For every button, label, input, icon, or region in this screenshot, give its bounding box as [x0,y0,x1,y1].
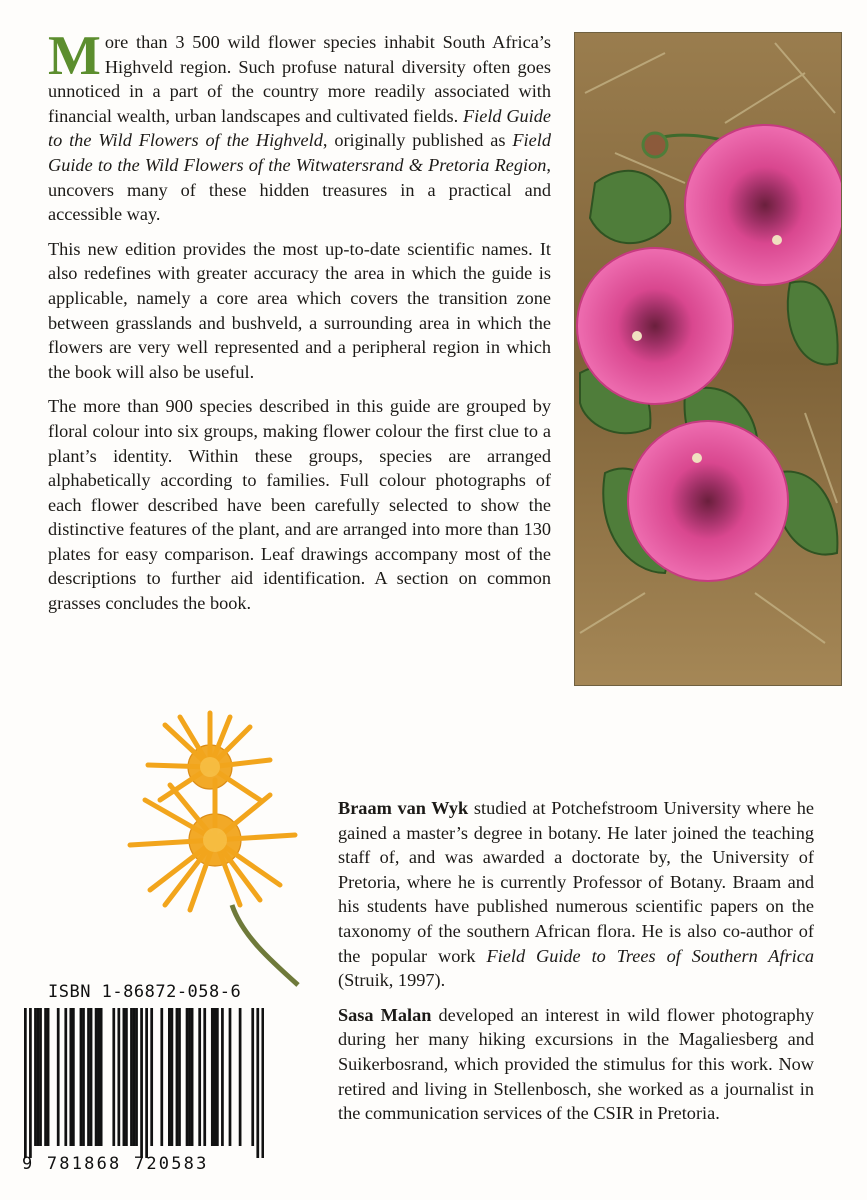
book-title-witwatersrand: Field Guide to the Wild Flowers of the Witwatersrand & Pretoria Region [48,130,551,175]
author-name-sasa: Sasa Malan [338,1004,432,1025]
barcode-bar [140,1008,143,1158]
barcode-bar [123,1008,126,1146]
barcode-bar [160,1008,163,1146]
barcode-bar [176,1008,179,1146]
book-title-highveld: Field Guide to the Wild Flowers of the Highveld [48,105,551,151]
bio-braam-van-wyk [338,796,814,993]
barcode-bar [239,1008,242,1146]
yellow-flower-illustration [120,705,320,995]
drop-cap: M [48,25,101,87]
barcode-bar [216,1008,219,1146]
pink-flower-photo [574,32,842,686]
barcode-bar [150,1008,153,1146]
book-title-trees: Field Guide to Trees of Southern Africa [486,945,814,966]
barcode-bar [168,1008,171,1146]
barcode-bar [29,1008,32,1158]
barcode-bar [37,1008,40,1146]
barcode-bar [47,1008,50,1146]
barcode-bar [211,1008,214,1146]
barcode-bar [130,1008,133,1146]
barcode-bar [135,1008,138,1146]
barcode-bar [87,1008,90,1146]
barcode-bar [82,1008,85,1146]
intro-paragraph-2: This new edition provides the most up-to-date scientific names. It also redefines with greater accuracy the area in which the guide is applicable, namely a core area which covers the transition zone between grasslands and bushveld, a surrounding area in which the flowers are very well represented and a peripheral region in which the book will also be useful. [48,238,551,382]
intro-paragraph-3: The more than 900 species described in this guide are grouped by floral colour into six groups, making flower colour the first clue to a plant’s identity. Within these groups, species are arranged alphabetically according to families. Full colour photographs of each flower described have been carefully selected to show the distinctive features of the plant, and are arranged into more than 130 plates for easy comparison. Leaf drawings accompany most of the descriptions to further aid identification. A section on common grasses concludes the book. [48,396,551,614]
barcode-bar [251,1008,254,1146]
barcode-bar [171,1008,174,1146]
barcode-bar [125,1008,128,1146]
intro-p1-part-c: , uncovers many of these hidden treasures in a practical and accessible way. [48,154,551,225]
barcode-bar [133,1008,136,1146]
barcode-bar [186,1008,189,1146]
barcode-bar [221,1008,224,1146]
intro-text [48,25,551,626]
barcode-bar [261,1008,264,1158]
barcode-bar [64,1008,67,1146]
barcode-bar [34,1008,37,1146]
barcode-bar [198,1008,201,1146]
barcode-bar [256,1008,259,1158]
author-name-braam: Braam van Wyk [338,798,469,818]
barcode-bar [95,1008,98,1146]
barcode-bar [178,1008,181,1146]
barcode-bar [203,1008,206,1146]
barcode-bar [44,1008,47,1146]
intro-p1-part-b: , originally published as [322,130,513,151]
barcode-bar [191,1008,194,1146]
bio-sasa-text: developed an interest in wild flower photography during her many hiking excursions in the Magaliesberg and Suikerbosrand, which provided the stimulus for this work. Now retired and living in Stellenbosch, she worked as a journalist in the communication services of the CSIR in Pretoria. [338,1004,814,1124]
barcode-bar [145,1008,148,1158]
barcode-digits: 9 781868 720583 [22,1154,209,1174]
barcode-bar [80,1008,83,1146]
barcode-bar [57,1008,60,1146]
barcode-bar [213,1008,216,1146]
bio-braam-text: studied at Potchefstroom University where he gained a master’s degree in botany. He later joined the teaching staff of, and was awarded a doctorate by, the University of Pretoria, where he is currently Professor of Botany. Braam and his students have published numerous scientific papers on the taxonomy of the southern African flora. He is also co-author of the popular work [338,798,814,966]
barcode-bar [112,1008,115,1146]
barcode [24,1008,264,1158]
barcode-bar [100,1008,103,1146]
author-bios [338,796,814,1136]
barcode-bar [72,1008,75,1146]
barcode-bar [117,1008,120,1146]
intro-paragraph-1 [48,25,551,227]
barcode-bar [229,1008,232,1146]
barcode-bar [39,1008,42,1146]
barcode-bar [24,1008,27,1158]
barcode-bar [69,1008,72,1146]
intro-p1-part-a: ore than 3 500 wild flower species inhabit South Africa’s Highveld region. Such profuse natural diversity often goes unnoticed in a part of the country more readily associated with financial wealth, urban landscapes and cultivated fields. [48,32,551,126]
bio-sasa-malan [338,1003,814,1126]
barcode-bar [90,1008,93,1146]
barcode-bar [97,1008,100,1146]
isbn-label: ISBN 1-86872-058-6 [48,982,242,1002]
barcode-bar [188,1008,191,1146]
bio-braam-end: (Struik, 1997). [338,970,446,991]
